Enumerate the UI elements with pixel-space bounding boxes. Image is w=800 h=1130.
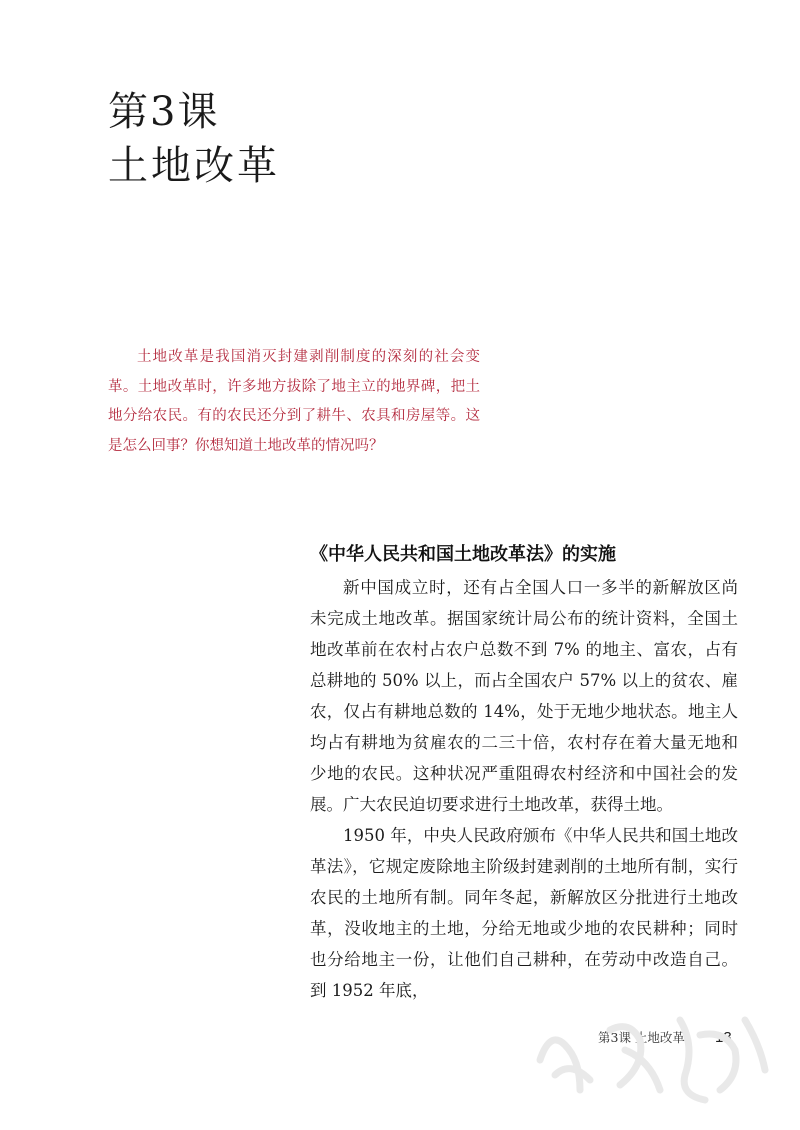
lesson-number: 第3课: [108, 89, 220, 135]
intro-text: 土地改革是我国消灭封建剥削制度的深刻的社会变革。土地改革时，许多地方拔除了地主立的地界碑，把土地分给农民。有的农民还分到了耕牛、农具和房屋等。这是怎么回事？你想知道土地改革的情况吗？: [108, 349, 480, 454]
section-heading: 《中华人民共和国土地改革法》的实施: [310, 544, 616, 565]
watermark-stamp: [520, 990, 780, 1110]
page-number: 13: [715, 1029, 732, 1046]
section-body: [310, 572, 738, 1006]
content-section: [310, 540, 738, 1006]
intro-box: [108, 343, 480, 461]
running-footer: 第3课 土地改革: [598, 1030, 685, 1045]
lesson-title: 土地改革: [108, 143, 280, 189]
paragraph: 新中国成立时，还有占全国人口一多半的新解放区尚未完成土地改革。据国家统计局公布的统计资料，全国土地改革前在农村占农户总数不到 7% 的地主、富农，占有总耕地的 50% 以上，而占全国农户 57% 以上的贫农、雇农，仅占有耕地总数的 14%，处于无地少地状态。地主人均占有耕地为贫雇农的二三十倍，农村存在着大量无地和少地的农民。这种状况严重阻碍农村经济和中国社会的发展。广大农民迫切要求进行土地改革，获得土地。: [310, 578, 738, 814]
paragraph: 1950 年，中央人民政府颁布《中华人民共和国土地改革法》，它规定废除地主阶级封建剥削的土地所有制，实行农民的土地所有制。同年冬起，新解放区分批进行土地改革，没收地主的土地，分给无地或少地的农民耕种；同时也分给地主一份，让他们自己耕种，在劳动中改造自己。到 1952 年底，: [310, 826, 738, 1000]
